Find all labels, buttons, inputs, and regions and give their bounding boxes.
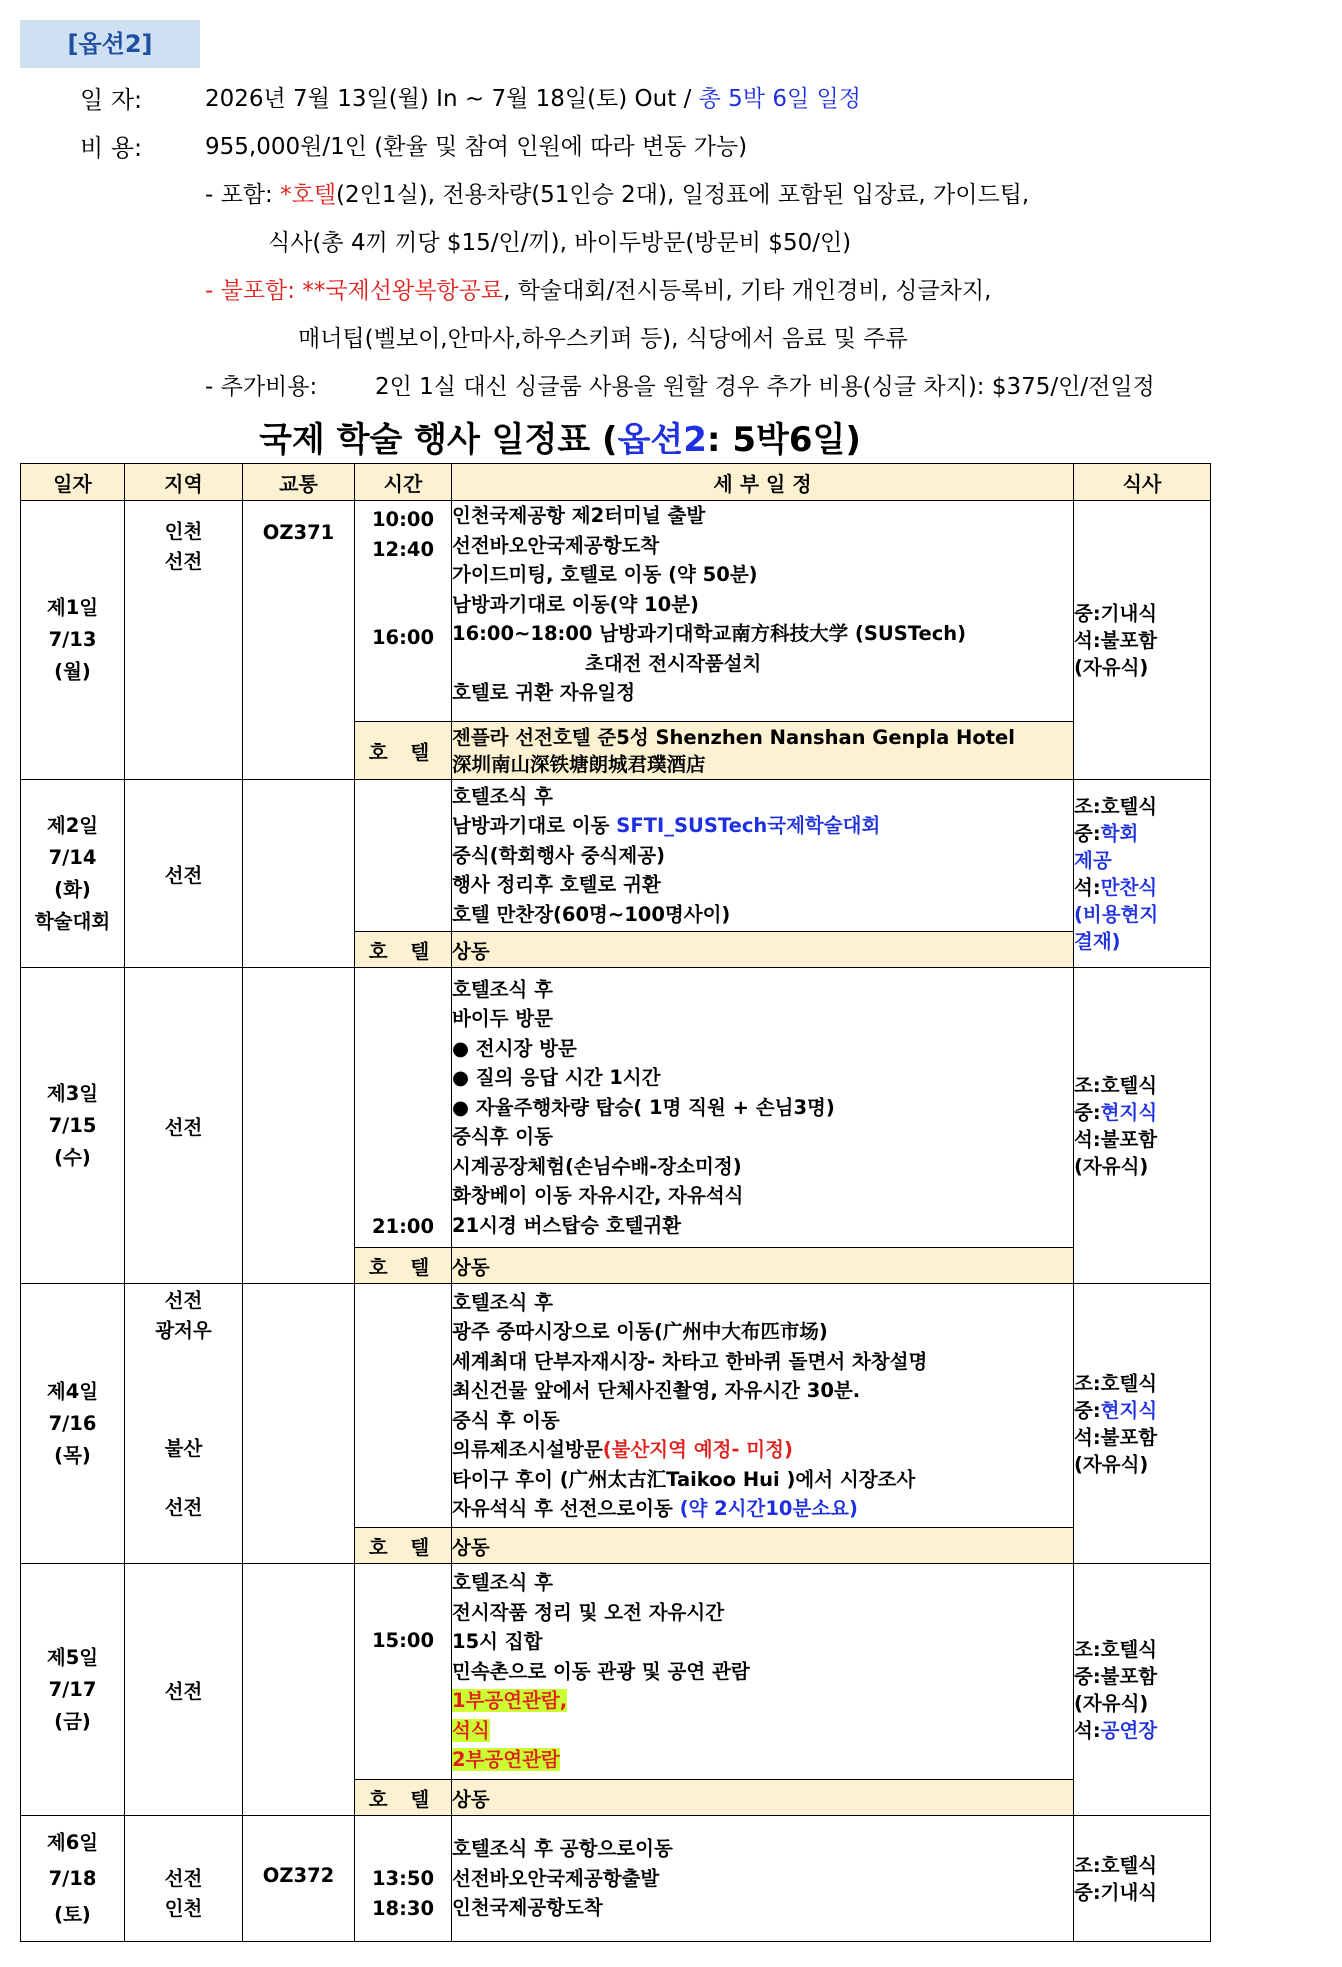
include-prefix: - 포함: (205, 182, 281, 208)
header-transport: 교통 (243, 464, 355, 501)
table-row (21, 1284, 1211, 1528)
header-time: 시간 (355, 464, 452, 501)
day3-hotel-value: 상동 (452, 1248, 1074, 1284)
exclude-line-2: 매너팁(벨보이,안마사,하우스키퍼 등), 식당에서 음료 및 주류 (298, 326, 908, 352)
day3-meal-cell: 조:호텔식 중:현지식 석:불포함 (자유식) (1074, 968, 1211, 1284)
date-label: 일 자: (80, 86, 143, 114)
table-row (21, 501, 1211, 722)
table-header-row (21, 464, 1211, 501)
title-option: 옵션2 (617, 420, 707, 460)
day5-hotel-value: 상동 (452, 1780, 1074, 1816)
day2-hotel-label: 호 텔 (355, 932, 452, 968)
day1-hotel-label: 호 텔 (355, 722, 452, 780)
day5-time-cell: 15:00 (355, 1564, 452, 1780)
day1-date-cell: 제1일 7/13 (월) (21, 501, 125, 780)
day5-hotel-label: 호 텔 (355, 1780, 452, 1816)
day2-region-cell: 선전 (125, 780, 243, 968)
day1-meal-cell: 중:기내식 석:불포함 (자유식) (1074, 501, 1211, 780)
header-detail: 세 부 일 정 (452, 464, 1074, 501)
schedule-table (20, 463, 1211, 1942)
day2-transport-cell (243, 780, 355, 968)
table-row (21, 780, 1211, 932)
day2-time-cell (355, 780, 452, 932)
option-badge: [옵션2] (20, 20, 200, 68)
header-region: 지역 (125, 464, 243, 501)
day1-transport-cell: OZ371 (243, 501, 355, 780)
include-rest: (2인1실), 전용차량(51인승 2대), 일정표에 포함된 입장료, 가이드팁, (336, 182, 1030, 208)
day4-meal-cell: 조:호텔식 중:현지식 석:불포함 (자유식) (1074, 1284, 1211, 1564)
day5-transport-cell (243, 1564, 355, 1816)
day6-transport-cell: OZ372 (243, 1816, 355, 1942)
day4-time-cell (355, 1284, 452, 1528)
day5-detail-cell: 호텔조식 후 전시작품 정리 및 오전 자유시간 15시 집합 민속촌으로 이동 관광 및 공연 관람 1부공연관람, 석식 2부공연관람 (452, 1564, 1074, 1780)
day3-region-cell: 선전 (125, 968, 243, 1284)
day2-meal-cell: 조:호텔식 중:학회 제공 석:만찬식 (비용현지 결재) (1074, 780, 1211, 968)
table-row (21, 968, 1211, 1248)
day5-region-cell: 선전 (125, 1564, 243, 1816)
exclude-prefix: - 불포함: **국제선왕복항공료 (205, 278, 504, 304)
day6-meal-cell: 조:호텔식 중:기내식 (1074, 1816, 1211, 1942)
extra-label: - 추가비용: (205, 374, 318, 400)
day6-date-cell: 제6일 7/18 (토) (21, 1816, 125, 1942)
day4-detail-cell: 호텔조식 후 광주 중따시장으로 이동(广州中大布匹市场) 세계최대 단부자재시장- 차타고 한바퀴 돌면서 차창설명 최신건물 앞에서 단체사진촬영, 자유시간 30분. 중식 후 이동 의류제조시설방문(불산지역 예정- 미정) 타이구 후이 (广州太古汇Taikoo Hui )에서 시장조사 자유석식 후 선전으로이동 (약 2시간10분소요) (452, 1284, 1074, 1528)
table-row (21, 1816, 1211, 1942)
day6-detail-cell: 호텔조식 후 공항으로이동 선전바오안국제공항출발 인천국제공항도착 (452, 1816, 1074, 1942)
date-value (205, 80, 861, 113)
date-range: 2026년 7월 13일(월) In ~ 7월 18일(토) Out / (205, 86, 699, 112)
exclude-rest: , 학술대회/전시등록비, 기타 개인경비, 싱글차지, (503, 278, 992, 304)
include-line (205, 176, 1029, 209)
day4-date-cell: 제4일 7/16 (목) (21, 1284, 125, 1564)
table-row (21, 1564, 1211, 1780)
day6-time-cell: 13:50 18:30 (355, 1816, 452, 1942)
day1-region-cell: 인천 선전 (125, 501, 243, 780)
exclude-line (205, 272, 991, 305)
cost-label: 비 용: (80, 134, 143, 162)
day3-date-cell: 제3일 7/15 (수) (21, 968, 125, 1284)
day6-region-cell: 선전 인천 (125, 1816, 243, 1942)
day2-detail-cell: 호텔조식 후 남방과기대로 이동 SFTI_SUSTech국제학술대회 중식(학회행사 중식제공) 행사 정리후 호텔로 귀환 호텔 만찬장(60명~100명사이) (452, 780, 1074, 932)
day4-region-cell: 선전 광저우 불산 선전 (125, 1284, 243, 1564)
day4-hotel-value: 상동 (452, 1528, 1074, 1564)
schedule-title (0, 412, 1120, 461)
header-meal: 식사 (1074, 464, 1211, 501)
day1-detail-cell: 인천국제공항 제2터미널 출발 선전바오안국제공항도착 가이드미팅, 호텔로 이동 (약 50분) 남방과기대로 이동(약 10분) 16:00~18:00 남방과기대학교南方科技大学 (SUSTech) 초대전 전시작품설치 호텔로 귀환 자유일정 (452, 501, 1074, 722)
day5-date-cell: 제5일 7/17 (금) (21, 1564, 125, 1816)
day3-detail-cell: 호텔조식 후 바이두 방문 ● 전시장 방문 ● 질의 응답 시간 1시간 ● 자율주행차량 탑승( 1명 직원 + 손님3명) 중식후 이동 시계공장체험(손님수배-장소미정) 화창베이 이동 자유시간, 자유석식 21시경 버스탑승 호텔귀환 (452, 968, 1074, 1248)
day3-transport-cell (243, 968, 355, 1284)
extra-value: 2인 1실 대신 싱글룸 사용을 원할 경우 추가 비용(싱글 차지): $375/인/전일정 (375, 374, 1155, 400)
title-prefix: 국제 학술 행사 일정표 ( (259, 420, 618, 460)
day1-hotel-value: 젠플라 선전호텔 준5성 Shenzhen Nanshan Genpla Hotel 深圳南山深铁塘朗城君璞酒店 (452, 722, 1074, 780)
day5-meal-cell: 조:호텔식 중:불포함 (자유식) 석:공연장 (1074, 1564, 1211, 1816)
day1-time-cell: 10:00 12:40 16:00 (355, 501, 452, 722)
cost-value: 955,000원/1인 (환율 및 참여 인원에 따라 변동 가능) (205, 134, 748, 160)
include-hotel: *호텔 (280, 182, 337, 208)
include-line-2: 식사(총 4끼 끼당 $15/인/끼), 바이두방문(방문비 $50/인) (268, 230, 852, 256)
day2-hotel-value: 상동 (452, 932, 1074, 968)
day2-date-cell: 제2일 7/14 (화) 학술대회 (21, 780, 125, 968)
day3-hotel-label: 호 텔 (355, 1248, 452, 1284)
day4-hotel-label: 호 텔 (355, 1528, 452, 1564)
date-total: 총 5박 6일 일정 (698, 86, 861, 112)
day3-time-cell: 21:00 (355, 968, 452, 1248)
header-date: 일자 (21, 464, 125, 501)
title-suffix: : 5박6일) (706, 420, 861, 460)
day4-transport-cell (243, 1284, 355, 1564)
